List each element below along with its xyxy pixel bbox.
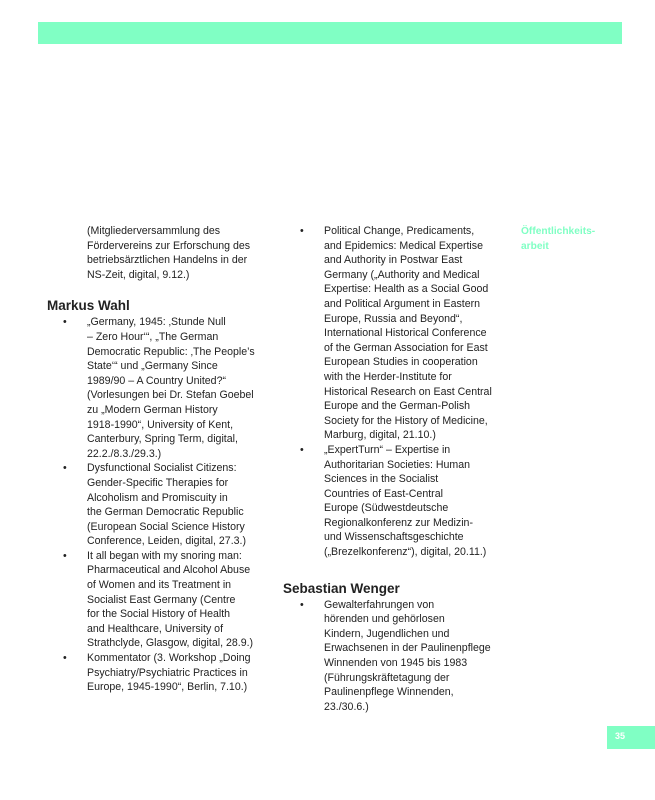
list-item	[47, 651, 272, 695]
text-line: (Führungskräftetagung der	[324, 671, 450, 684]
text-line: „Germany, 1945: ‚Stunde Null	[87, 316, 226, 329]
text-line: Pharmaceutical and Alcohol Abuse	[87, 564, 251, 577]
bullet-icon: •	[63, 652, 67, 665]
page-number-box	[607, 726, 655, 749]
header-accent-bar	[38, 22, 622, 44]
text-line: – Zero Hour‘“, „The German	[87, 330, 219, 343]
text-line: 1989/90 – A Country United?“	[87, 374, 226, 387]
text-line: Marburg, digital, 21.10.)	[324, 429, 436, 442]
bullet-icon: •	[300, 443, 304, 456]
text-line: and Political Argument in Eastern	[324, 297, 481, 310]
bullet-icon: •	[300, 598, 304, 611]
list-item	[47, 549, 272, 651]
text-line: (Mitgliederversammlung des	[87, 225, 221, 237]
text-line: zu „Modern German History	[87, 403, 218, 416]
text-line: with the Herder-Institute for	[324, 370, 452, 383]
text-line: Europe and the German-Polish	[324, 400, 471, 413]
text-line: „ExpertTurn“ – Expertise in	[324, 443, 451, 456]
text-line: State‘“ und „Germany Since	[87, 360, 218, 373]
text-line: Countries of East-Central	[324, 487, 443, 500]
text-line: Europe, 1945-1990“, Berlin, 7.10.)	[87, 681, 248, 694]
text-line: and Epidemics: Medical Expertise	[324, 239, 483, 252]
text-line: 22.2./8.3./29.3.)	[87, 447, 162, 460]
text-line: Democratic Republic: ‚The People’s	[87, 345, 255, 358]
text-line: Political Change, Predicaments,	[324, 225, 475, 237]
bullet-icon: •	[63, 316, 67, 329]
text-line: Regionalkonferenz zur Medizin-	[324, 516, 473, 529]
text-line: Fördervereins zur Erforschung des	[87, 239, 251, 252]
text-line: (Vorlesungen bei Dr. Stefan Goebel	[87, 389, 254, 402]
text-line: It all began with my snoring man:	[87, 549, 242, 562]
left-column	[47, 224, 272, 695]
section-label	[521, 225, 621, 254]
text-line: Gender-Specific Therapies for	[87, 476, 229, 489]
right-column	[283, 224, 511, 714]
text-line: Europe (Südwestdeutsche	[324, 502, 449, 515]
list-item	[47, 315, 272, 461]
text-line: the German Democratic Republic	[87, 506, 244, 519]
text-line: Gewalterfahrungen von	[324, 598, 435, 611]
text-line: Alcoholism and Promiscuity in	[87, 491, 228, 504]
bullet-icon: •	[63, 549, 67, 562]
publication-list	[47, 315, 272, 694]
text-line: 23./30.6.)	[324, 700, 369, 713]
text-line: Psychiatry/Psychiatric Practices in	[87, 666, 248, 679]
text-line: Winnenden von 1945 bis 1983	[324, 657, 468, 670]
list-item	[47, 461, 272, 549]
text-line: Kommentator (3. Workshop „Doing	[87, 652, 251, 665]
text-line: und Wissenschaftsgeschichte	[324, 531, 464, 544]
text-line: NS-Zeit, digital, 9.12.)	[87, 268, 190, 281]
text-line: European Studies in cooperation	[324, 356, 478, 369]
text-line: Paulinenpflege Winnenden,	[324, 686, 454, 699]
bullet-icon: •	[63, 462, 67, 475]
publication-list	[283, 598, 511, 715]
list-item	[283, 443, 511, 560]
text-line: hörenden und gehörlosen	[324, 613, 445, 626]
text-line: Germany („Authority and Medical	[324, 268, 480, 281]
bullet-icon: •	[300, 225, 304, 237]
text-line: Sciences in the Socialist	[324, 473, 439, 486]
person-name: Markus Wahl	[47, 298, 130, 314]
text-line: Socialist East Germany (Centre	[87, 593, 236, 606]
page-number: 35	[615, 731, 626, 741]
text-line: Canterbury, Spring Term, digital,	[87, 433, 238, 446]
text-line: Dysfunctional Socialist Citizens:	[87, 462, 237, 475]
list-item	[283, 224, 511, 443]
text-line: of Women and its Treatment in	[87, 579, 232, 592]
text-line: Society for the History of Medicine,	[324, 414, 488, 427]
text-line: of the German Association for East	[324, 341, 488, 354]
text-line: Expertise: Health as a Social Good	[324, 283, 489, 296]
text-line: arbeit	[521, 240, 549, 252]
text-line: Strathclyde, Glasgow, digital, 28.9.)	[87, 637, 254, 650]
text-line: betriebsärztlichen Handelns in der	[87, 254, 248, 267]
continuation-text	[87, 224, 272, 282]
list-item	[283, 598, 511, 715]
text-line: and Healthcare, University of	[87, 622, 224, 635]
text-line: Europe, Russia and Beyond“,	[324, 312, 463, 325]
text-line: Kindern, Jugendlichen und	[324, 627, 450, 640]
text-line: („Brezelkonferenz“), digital, 20.11.)	[324, 546, 487, 559]
text-line: Historical Research on East Central	[324, 385, 492, 398]
text-line: 1918-1990“, University of Kent,	[87, 418, 234, 431]
text-line: Conference, Leiden, digital, 27.3.)	[87, 535, 247, 548]
text-line: and Authority in Postwar East	[324, 254, 463, 267]
person-name: Sebastian Wenger	[283, 580, 400, 596]
text-line: (European Social Science History	[87, 520, 245, 533]
text-line: Erwachsenen in der Paulinenpflege	[324, 642, 491, 655]
text-line: Authoritarian Societies: Human	[324, 458, 471, 471]
text-line: for the Social History of Health	[87, 608, 231, 621]
publication-list	[283, 224, 511, 560]
text-line: International Historical Conference	[324, 327, 487, 340]
text-line: Öffentlichkeits-	[521, 226, 596, 237]
